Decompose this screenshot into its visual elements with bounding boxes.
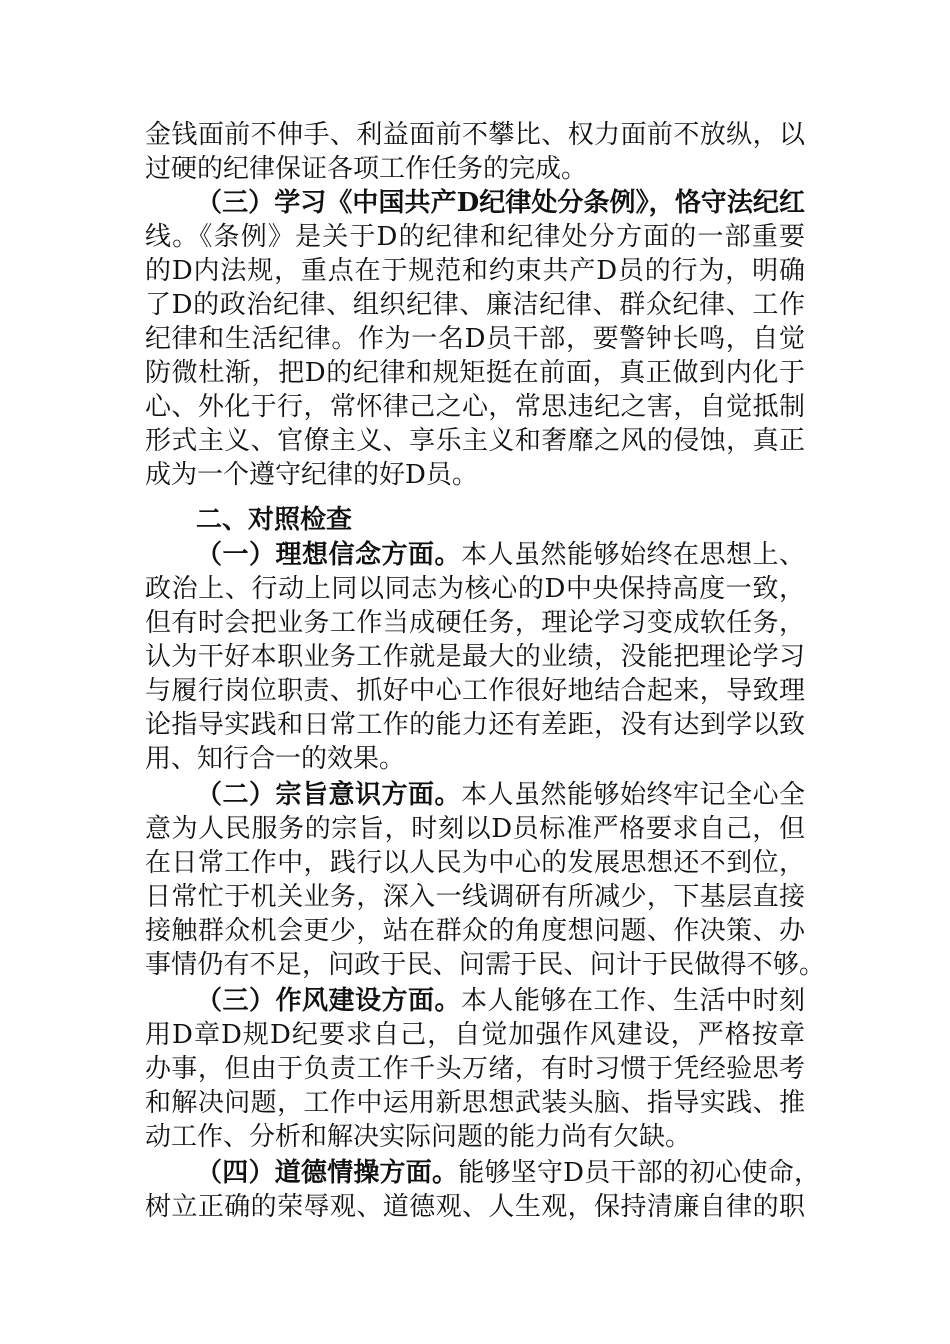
paragraph-lead-rest: 本人能够在工作、生活中时刻 bbox=[461, 986, 805, 1016]
paragraph-lead-bold: （一）理想信念方面。 bbox=[196, 540, 461, 570]
paragraph-line: 心、外化于行，常怀律己之心，常思违纪之害，自觉抵制 bbox=[145, 392, 805, 422]
paragraph-lead-rest: 本人虽然能够始终在思想上、 bbox=[461, 540, 805, 570]
paragraph-lead-bold: （四）道德情操方面。 bbox=[196, 1158, 459, 1188]
paragraph-line: 和解决问题，工作中运用新思想武装头脑、指导实践、推 bbox=[145, 1088, 805, 1118]
paragraph-lead-line bbox=[196, 1156, 820, 1190]
paragraph-line: 动工作、分析和解决实际问题的能力尚有欠缺。 bbox=[145, 1122, 692, 1152]
paragraph-line: 认为干好本职业务工作就是最大的业绩，没能把理论学习 bbox=[145, 642, 805, 672]
section-lead-heading: （三）学习《中国共产D纪律处分条例》，恪守法纪红 bbox=[196, 188, 805, 218]
paragraph-line: 金钱面前不伸手、利益面前不攀比、权力面前不放纵，以 bbox=[145, 120, 805, 150]
paragraph-lead-bold: （三）作风建设方面。 bbox=[196, 986, 461, 1016]
paragraph-line: 论指导实践和日常工作的能力还有差距，没有达到学以致 bbox=[145, 710, 805, 740]
paragraph-line: 日常忙于机关业务，深入一线调研有所减少，下基层直接 bbox=[145, 882, 805, 912]
paragraph-line: 政治上、行动上同以同志为核心的D中央保持高度一致， bbox=[145, 574, 805, 604]
paragraph-line: 办事，但由于负责工作千头万绪，有时习惯于凭经验思考 bbox=[145, 1054, 805, 1084]
paragraph-lead-line bbox=[196, 778, 805, 812]
paragraph-line: 意为人民服务的宗旨，时刻以D员标准严格要求自己，但 bbox=[145, 814, 805, 844]
paragraph-line: 线。《条例》是关于D的纪律和纪律处分方面的一部重要 bbox=[145, 222, 805, 252]
paragraph-line: 与履行岗位职责、抓好中心工作很好地结合起来，导致理 bbox=[145, 676, 805, 706]
paragraph-lead-rest: 能够坚守D员干部的初心使命， bbox=[458, 1158, 820, 1188]
paragraph-line: 接触群众机会更少，站在群众的角度想问题、作决策、办 bbox=[145, 916, 805, 946]
paragraph-line: 防微杜渐，把D的纪律和规矩挺在前面，真正做到内化于 bbox=[145, 358, 805, 388]
paragraph-line: 树立正确的荣辱观、道德观、人生观，保持清廉自律的职 bbox=[145, 1192, 805, 1222]
paragraph-line: 过硬的纪律保证各项工作任务的完成。 bbox=[145, 154, 588, 184]
paragraph-lead-line bbox=[196, 538, 805, 572]
section-heading: 二、对照检查 bbox=[196, 505, 353, 535]
paragraph-line: 在日常工作中，践行以人民为中心的发展思想还不到位， bbox=[145, 848, 805, 878]
paragraph-line: 形式主义、官僚主义、享乐主义和奢靡之风的侵蚀，真正 bbox=[145, 426, 805, 456]
paragraph-lead-bold: （二）宗旨意识方面。 bbox=[196, 780, 461, 810]
paragraph-lead-line bbox=[196, 984, 805, 1018]
paragraph-lead-rest: 本人虽然能够始终牢记全心全 bbox=[461, 780, 805, 810]
paragraph-line: 但有时会把业务工作当成硬任务，理论学习变成软任务， bbox=[145, 608, 805, 638]
paragraph-line: 成为一个遵守纪律的好D员。 bbox=[145, 460, 478, 490]
paragraph-line: 纪律和生活纪律。作为一名D员干部，要警钟长鸣，自觉 bbox=[145, 324, 805, 354]
paragraph-line: 的D内法规，重点在于规范和约束共产D员的行为，明确 bbox=[145, 256, 805, 286]
paragraph-line: 了D的政治纪律、组织纪律、廉洁纪律、群众纪律、工作 bbox=[145, 290, 805, 320]
paragraph-line: 用、知行合一的效果。 bbox=[145, 744, 406, 774]
paragraph-line: 用D章D规D纪要求自己，自觉加强作风建设，严格按章 bbox=[145, 1020, 805, 1050]
paragraph-line: 事情仍有不足，问政于民、问需于民、问计于民做得不够。 bbox=[145, 950, 825, 980]
